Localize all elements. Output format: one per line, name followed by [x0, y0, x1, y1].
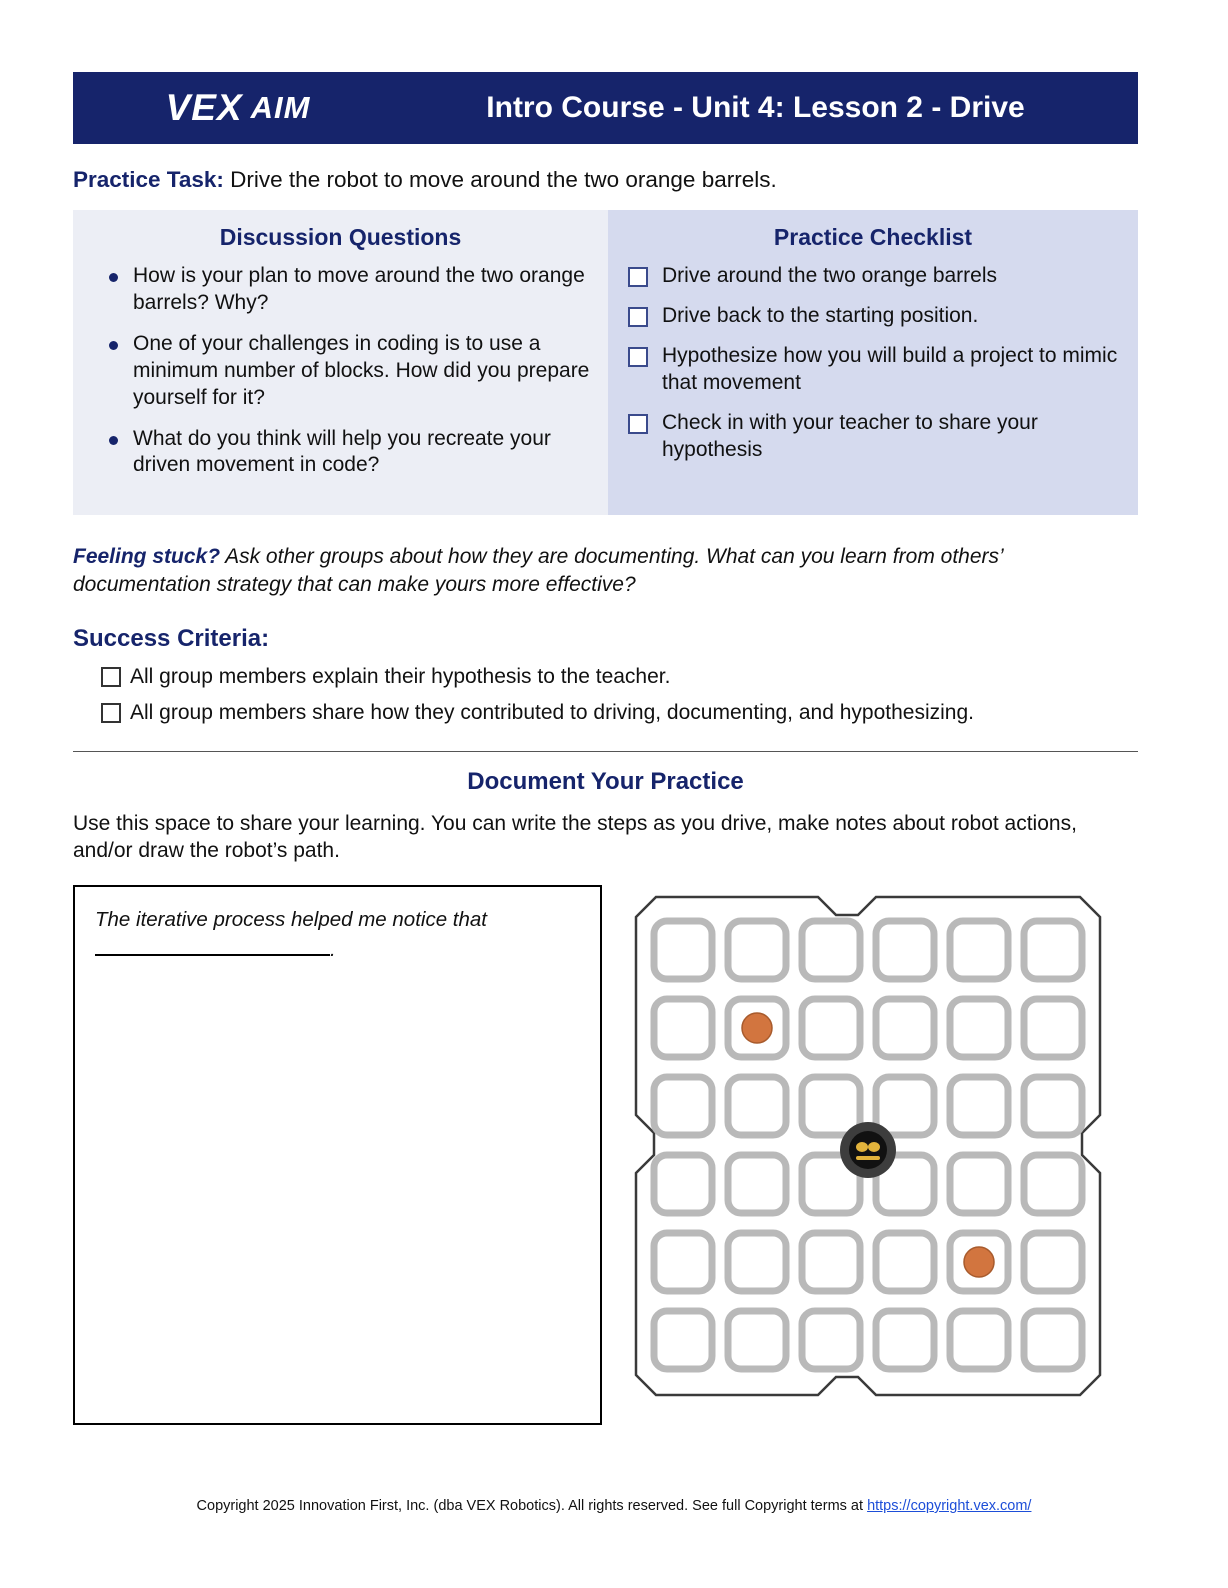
checkbox-icon[interactable] — [628, 267, 648, 287]
document-practice-description: Use this space to share your learning. You can write the steps as you drive, make notes about robot actions, and/or draw the robot’s path. — [73, 812, 1077, 863]
discussion-questions-title: Discussion Questions — [219, 224, 462, 251]
practice-task — [73, 166, 1138, 194]
checklist-item-label: Check in with your teacher to share your hypothesis — [662, 410, 1038, 461]
practice-task-label: Practice Task: — [73, 167, 224, 192]
section-divider — [73, 751, 1138, 752]
checklist-item-label: Drive back to the starting position. — [662, 304, 979, 327]
orange-barrel-icon — [742, 1013, 772, 1043]
answer-sentence-starter — [95, 905, 580, 967]
checkbox-icon[interactable] — [628, 347, 648, 367]
list-item: What do you think will help you recreate your driven movement in code? — [91, 426, 590, 480]
checkbox-icon[interactable] — [101, 667, 121, 687]
field-diagram-svg — [618, 885, 1138, 1425]
list-item[interactable] — [73, 665, 1138, 689]
checkbox-icon[interactable] — [628, 414, 648, 434]
footer — [0, 1498, 1228, 1514]
orange-barrel-icon — [964, 1247, 994, 1277]
list-item[interactable] — [626, 343, 1120, 397]
practice-documentation-row — [73, 885, 1138, 1425]
fill-in-blank-line — [95, 936, 330, 956]
list-item[interactable] — [626, 410, 1120, 464]
sheet-content — [73, 72, 1138, 1425]
page-title: Intro Course - Unit 4: Lesson 2 - Drive — [486, 91, 1025, 124]
list-item: How is your plan to move around the two orange barrels? Why? — [91, 263, 590, 317]
answer-suffix: . — [330, 938, 336, 962]
copyright-link[interactable]: https://copyright.vex.com/ — [867, 1498, 1032, 1514]
two-column-section — [73, 210, 1138, 515]
practice-checklist-title: Practice Checklist — [773, 224, 973, 251]
practice-checklist-panel — [608, 210, 1138, 515]
list-item[interactable] — [73, 701, 1138, 725]
document-practice-title: Document Your Practice — [467, 768, 744, 796]
success-criteria-label: All group members share how they contributed to driving, documenting, and hypothesizing. — [130, 701, 974, 725]
feeling-stuck-label: Feeling stuck? — [73, 545, 221, 569]
vex-aim-logo — [73, 87, 403, 129]
list-item: One of your challenges in coding is to use a minimum number of blocks. How did you prepare yourself for it? — [91, 331, 590, 412]
list-item[interactable] — [626, 263, 1120, 290]
success-criteria-label: All group members explain their hypothesis to the teacher. — [130, 665, 671, 689]
logo-aim-text: AIM — [250, 90, 311, 125]
answer-area[interactable] — [73, 885, 602, 1425]
feeling-stuck-text: Ask other groups about how they are documenting. What can you learn from others’ documentation strategy that can make yours more effective? — [73, 545, 1003, 597]
logo-vex-text: VEX — [165, 87, 243, 128]
practice-task-text: Drive the robot to move around the two orange barrels. — [223, 167, 777, 192]
field-diagram — [618, 885, 1138, 1425]
robot-icon — [840, 1122, 896, 1178]
header-bar — [73, 72, 1138, 144]
checkbox-icon[interactable] — [628, 307, 648, 327]
discussion-questions-panel — [73, 210, 608, 515]
success-criteria-title: Success Criteria: — [73, 625, 270, 653]
checklist-item-label: Drive around the two orange barrels — [662, 264, 998, 288]
checkbox-icon[interactable] — [101, 703, 121, 723]
answer-prefix: The iterative process helped me notice that — [95, 907, 487, 931]
feeling-stuck-note — [73, 543, 1138, 599]
copyright-text: Copyright 2025 Innovation First, Inc. (dba VEX Robotics). All rights reserved. See full Copyright terms at — [196, 1498, 868, 1514]
checklist-item-label: Hypothesize how you will build a project to mimic that movement — [662, 343, 1118, 394]
list-item[interactable] — [626, 303, 1120, 330]
discussion-questions-list — [91, 263, 590, 479]
